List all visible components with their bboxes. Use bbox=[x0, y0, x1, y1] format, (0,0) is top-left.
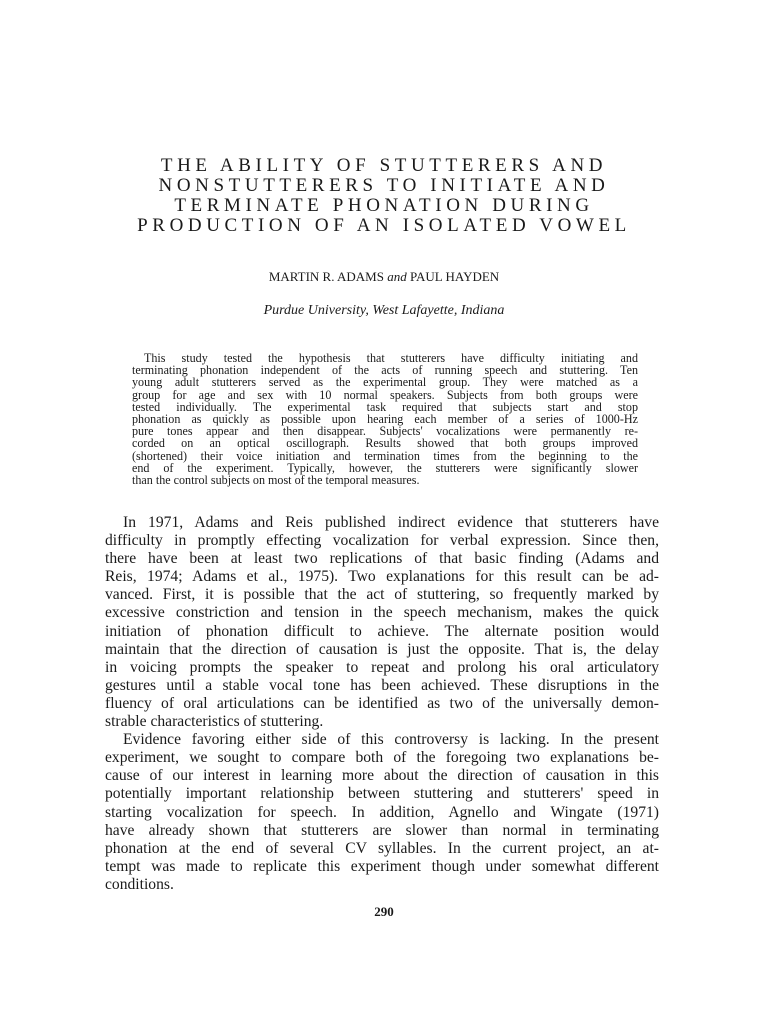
abstract-line: (shortened) their voice initiation and termination times from the beginning to the bbox=[132, 448, 638, 463]
paragraph-line: cause of our interest in learning more about the direction of causation in this bbox=[105, 767, 659, 785]
paragraph-line: potentially important relationship between stuttering and stutterers' speed in bbox=[105, 785, 659, 803]
abstract-line: This study tested the hypothesis that stutterers have difficulty initiating and bbox=[144, 351, 638, 365]
affiliation: Purdue University, West Lafayette, Indiana bbox=[263, 303, 505, 318]
paragraph-line: phonation at the end of several CV syllables. In the current project, an at- bbox=[105, 839, 659, 857]
paragraph-line: Reis, 1974; Adams et al., 1975). Two explanations for this result can be ad- bbox=[105, 568, 659, 586]
paragraph-line: fluency of oral articulations can be identified as two of the universally demon- bbox=[105, 694, 659, 712]
abstract-line: end of the experiment. Typically, however, the stutterers were significantly slower bbox=[132, 460, 638, 475]
abstract-line: than the control subjects on most of the temporal measures. bbox=[132, 473, 420, 488]
abstract-line: tested individually. The experimental task required that subjects start and stop bbox=[132, 399, 638, 414]
paper-title bbox=[80, 156, 688, 236]
abstract-line: corded on an optical oscillograph. Results showed that both groups improved bbox=[132, 436, 638, 451]
title-line-3: TERMINATE PHONATION DURING bbox=[174, 195, 594, 216]
abstract-line: terminating phonation independent of the acts of running speech and stuttering. Ten bbox=[132, 363, 638, 378]
paragraph-line: gestures until a stable vocal tone has been achieved. These disruptions in the bbox=[105, 676, 659, 694]
paragraph-line: initiation of phonation difficult to achieve. The alternate position would bbox=[105, 622, 659, 640]
abstract-line: young adult stutterers served as the experimental group. They were matched as a bbox=[132, 375, 638, 390]
abstract bbox=[132, 352, 638, 486]
paragraph-line: starting vocalization for speech. In addition, Agnello and Wingate (1971) bbox=[105, 803, 659, 821]
paragraph-1 bbox=[105, 514, 659, 731]
abstract-line: phonation as quickly as possible upon hearing each member of a series of 1000-Hz bbox=[132, 412, 638, 427]
paragraph-line: Evidence favoring either side of this controversy is lacking. In the present bbox=[123, 731, 659, 749]
paragraph-line: maintain that the direction of causation is just the opposite. That is, the delay bbox=[105, 640, 659, 658]
title-line-2: NONSTUTTERERS TO INITIATE AND bbox=[158, 175, 610, 196]
paragraph-line: in voicing prompts the speaker to repeat and prolong his oral articulatory bbox=[105, 658, 659, 676]
title-line-4: PRODUCTION OF AN ISOLATED VOWEL bbox=[137, 215, 631, 236]
paragraph-line: have already shown that stutterers are slower than normal in terminating bbox=[105, 821, 659, 839]
paragraph-line: strable characteristics of stuttering. bbox=[105, 713, 324, 731]
author-line bbox=[100, 269, 668, 285]
paragraph-line: difficulty in promptly effecting vocalization for verbal expression. Since then, bbox=[105, 532, 659, 550]
title-line-1: THE ABILITY OF STUTTERERS AND bbox=[160, 155, 608, 176]
paragraph-line: experiment, we sought to compare both of the foregoing two explanations be- bbox=[105, 749, 659, 767]
body-text bbox=[105, 514, 659, 894]
paragraph-2 bbox=[105, 731, 659, 894]
author-second: PAUL HAYDEN bbox=[409, 269, 500, 284]
author-conjunction: and bbox=[387, 269, 407, 284]
author-first: MARTIN R. ADAMS bbox=[268, 269, 384, 284]
paragraph-line: conditions. bbox=[105, 875, 174, 893]
page-number: 290 bbox=[374, 904, 394, 919]
abstract-line: pure tones appear and then disappear. Subjects' vocalizations were permanently re- bbox=[132, 424, 638, 439]
paragraph-line: tempt was made to replicate this experiment though under somewhat different bbox=[105, 857, 659, 875]
paragraph-line: In 1971, Adams and Reis published indirect evidence that stutterers have bbox=[123, 514, 659, 531]
abstract-line: group for age and sex with 10 normal speakers. Subjects from both groups were bbox=[132, 387, 638, 402]
paragraph-line: excessive constriction and tension in the speech mechanism, makes the quick bbox=[105, 604, 659, 622]
paragraph-line: there have been at least two replications of that basic finding (Adams and bbox=[105, 550, 659, 568]
paragraph-line: vanced. First, it is possible that the act of stuttering, so frequently marked by bbox=[105, 586, 659, 604]
